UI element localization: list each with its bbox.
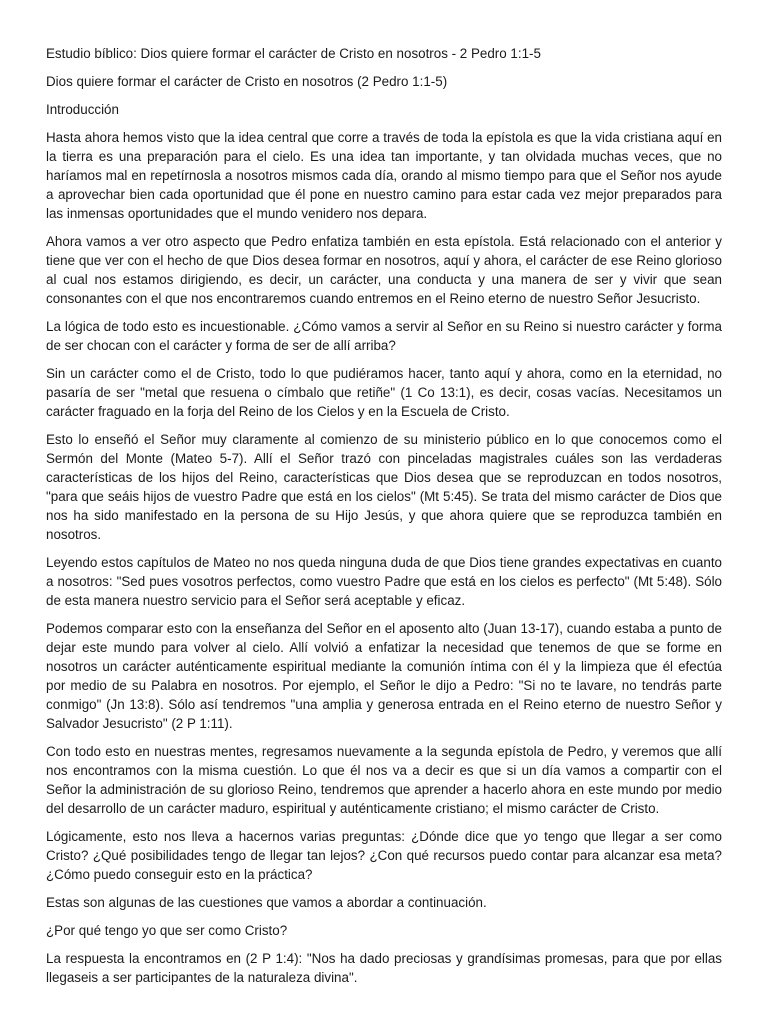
section-heading-question: ¿Por qué tengo yo que ser como Cristo? [46,923,288,938]
document-subtitle: Dios quiere formar el carácter de Cristo en nosotros (2 Pedro 1:1-5) [46,74,448,89]
paragraph: Podemos comparar esto con la enseñanza del Señor en el aposento alto (Juan 13-17), cuando estaba a punto de dejar este mundo para volver al cielo. Allí volvió a enfatizar la necesidad que tenemos de que se forme en nosotros un carácter auténticamente espiritual mediante la comunión íntima con él y la limpieza que él efectúa por medio de su Palabra en nosotros. Por ejemplo, el Señor le dijo a Pedro: "Si no te lavare, no tendrás parte conmigo" (Jn 13:8). Sólo así tendremos "una amplia y generosa entrada en el Reino eterno de nuestro Señor y Salvador Jesucristo" (2 P 1:11). [46,621,722,731]
paragraph: Sin un carácter como el de Cristo, todo lo que pudiéramos hacer, tanto aquí y ahora, como en la eternidad, no pasaría de ser "metal que resuena o címbalo que retiñe" (1 Co 13:1), es decir, cosas vacías. Necesitamos un carácter fraguado en la forja del Reino de los Cielos y en la Escuela de Cristo. [46,366,722,419]
paragraph: Lógicamente, esto nos lleva a hacernos varias preguntas: ¿Dónde dice que yo tengo que llegar a ser como Cristo? ¿Qué posibilidades tengo de llegar tan lejos? ¿Con qué recursos puedo contar para alcanzar esa meta? ¿Cómo puedo conseguir esto en la práctica? [46,829,722,882]
section-heading-introduccion: Introducción [46,102,119,117]
paragraph: Estas son algunas de las cuestiones que vamos a abordar a continuación. [46,895,487,910]
paragraph: Ahora vamos a ver otro aspecto que Pedro enfatiza también en esta epístola. Está relacionado con el anterior y tiene que ver con el hecho de que Dios desea formar en nosotros, aquí y ahora, el carácter de ese Reino glorioso al cual nos estamos dirigiendo, es decir, un carácter, una conducta y una manera de ser y vivir que sean consonantes con el que nos encontraremos cuando entremos en el Reino eterno de nuestro Señor Jesucristo. [46,234,722,306]
paragraph: Con todo esto en nuestras mentes, regresamos nuevamente a la segunda epístola de Pedro, y veremos que allí nos encontramos con la misma cuestión. Lo que él nos va a decir es que si un día vamos a compartir con el Señor la administración de su glorioso Reino, tendremos que aprender a hacerlo ahora en este mundo por medio del desarrollo de un carácter maduro, espiritual y auténticamente cristiano; el mismo carácter de Cristo. [46,744,722,816]
paragraph: Hasta ahora hemos visto que la idea central que corre a través de toda la epístola es que la vida cristiana aquí en la tierra es una preparación para el cielo. Es una idea tan importante, y tan olvidada muchas veces, que no haríamos mal en repetírnosla a nosotros mismos cada día, orando al mismo tiempo para que el Señor nos ayude a aprovechar bien cada oportunidad que él pone en nuestro camino para estar cada vez mejor preparados para las inmensas oportunidades que el mundo venidero nos depara. [46,130,722,221]
document-header-title: Estudio bíblico: Dios quiere formar el carácter de Cristo en nosotros - 2 Pedro 1:1-5 [46,46,541,61]
paragraph: La lógica de todo esto es incuestionable. ¿Cómo vamos a servir al Señor en su Reino si nuestro carácter y forma de ser chocan con el carácter y forma de ser de allí arriba? [46,319,722,353]
paragraph-final: La respuesta la encontramos en (2 P 1:4): "Nos ha dado preciosas y grandísimas promesas, para que por ellas llegaseis a ser participantes de la naturaleza divina". [46,951,722,985]
paragraph: Leyendo estos capítulos de Mateo no nos queda ninguna duda de que Dios tiene grandes expectativas en cuanto a nosotros: "Sed pues vosotros perfectos, como vuestro Padre que está en los cielos es perfecto" (Mt 5:48). Sólo de esta manera nuestro servicio para el Señor será aceptable y eficaz. [46,555,722,608]
paragraph: Esto lo enseñó el Señor muy claramente al comienzo de su ministerio público en lo que conocemos como el Sermón del Monte (Mateo 5-7). Allí el Señor trazó con pinceladas magistrales cuáles son las verdaderas características de los hijos del Reino, características que Dios desea que se reproduzcan en todos nosotros, "para que seáis hijos de vuestro Padre que está en los cielos" (Mt 5:45). Se trata del mismo carácter de Dios que nos ha sido manifestado en la persona de su Hijo Jesús, y que ahora quiere que se reproduzca también en nosotros. [46,432,722,542]
document-page [46,44,722,996]
